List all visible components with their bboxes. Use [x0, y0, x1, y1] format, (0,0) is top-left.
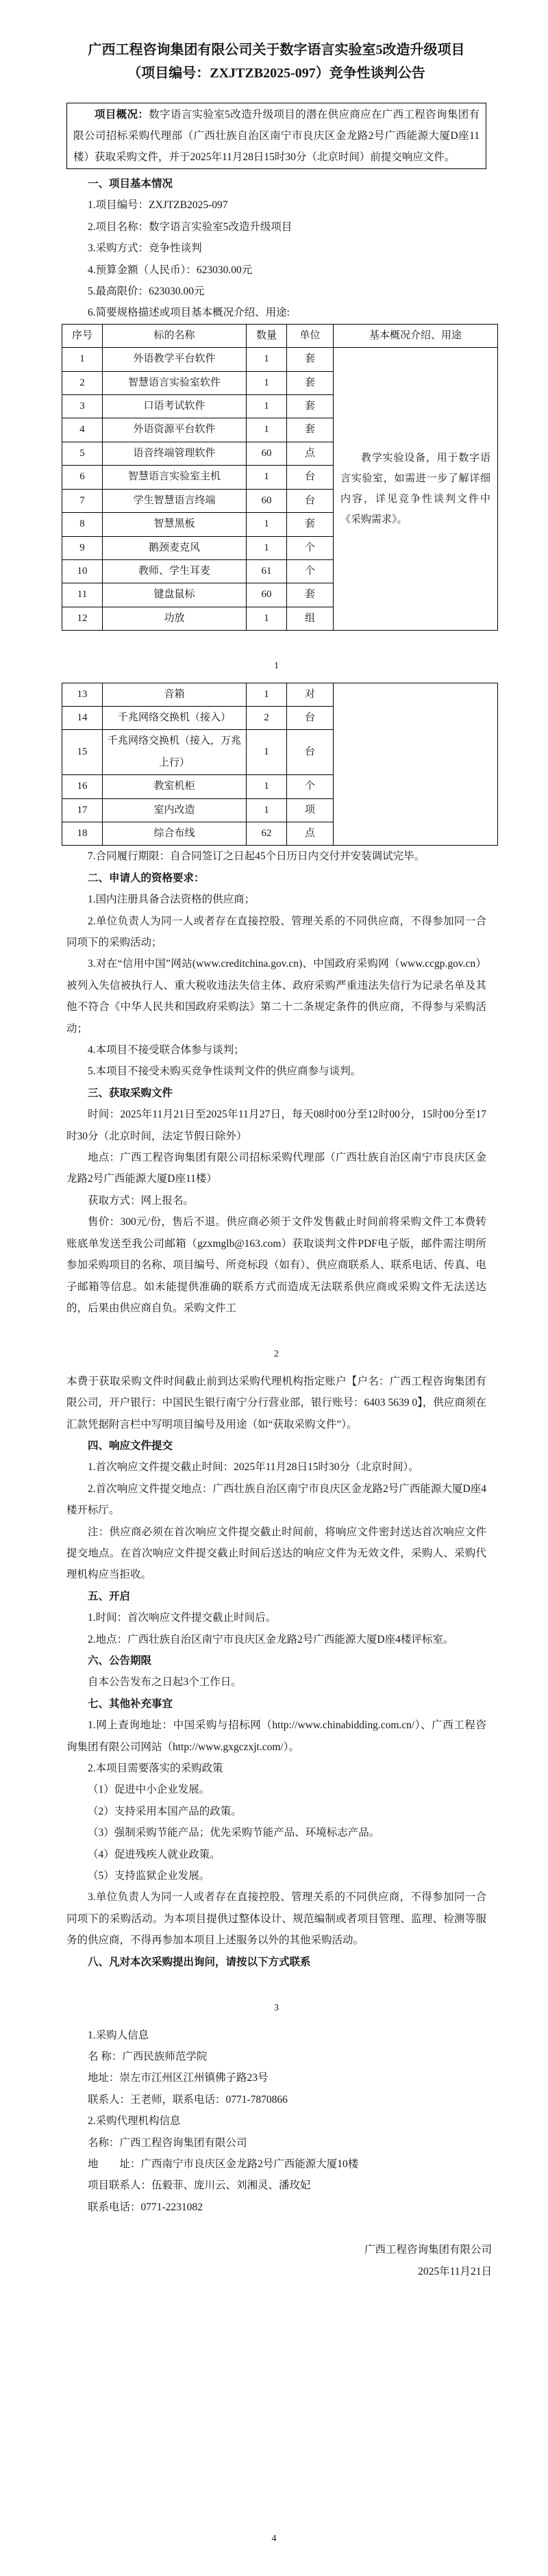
paragraph: 7.合同履行期限：自合同签订之日起45个日历日内交付并安装调试完毕。 — [88, 850, 425, 863]
table-cell: 学生智慧语言终端 — [103, 489, 247, 512]
table-cell: 点 — [287, 442, 334, 465]
table-cell: 项 — [287, 798, 334, 822]
table-cell: 音箱 — [103, 683, 247, 706]
paragraph: 获取方式：网上报名。 — [88, 1194, 195, 1207]
table-cell: 教室机柜 — [103, 775, 247, 798]
paragraph: 4.本项目不接受联合体参与谈判； — [88, 1044, 245, 1057]
paragraph: 1.国内注册具备合法资格的供应商； — [88, 894, 256, 906]
table-cell: 1 — [247, 775, 287, 798]
table-cell: 2 — [62, 371, 103, 394]
paragraph: 1.网上查询地址：中国采购与招标网（http://www.chinabidding.com.cn/）、广西工程咨询集团有限公司网站（http://www.gxgczxjt.com/）。 — [66, 1719, 486, 1753]
paragraph: （1）促进中小企业发展。 — [88, 1784, 210, 1796]
paragraph: 2.项目名称：数字语言实验室5改造升级项目 — [88, 220, 292, 233]
page-number: 3 — [274, 2003, 279, 2014]
paragraph: 2.首次响应文件提交地点：广西壮族自治区南宁市良庆区金龙路2号广西能源大厦D座4楼开标厅。 — [66, 1482, 486, 1517]
table-cell: 1 — [247, 466, 287, 489]
table-cell: 键盘鼠标 — [103, 583, 247, 607]
paragraph: 联系人：王老师，联系电话：0771-7870866 — [88, 2093, 288, 2106]
table-cell: 1 — [247, 395, 287, 418]
document-content — [0, 38, 548, 2282]
table-cell: 1 — [247, 371, 287, 394]
paragraph: （4）促进残疾人就业政策。 — [88, 1848, 221, 1860]
project-overview-label: 项目概况： — [95, 109, 149, 121]
table-cell: 教师、学生耳麦 — [103, 559, 247, 583]
table-cell: 1 — [247, 418, 287, 442]
table-cell: 个 — [287, 559, 334, 583]
paragraph: 注：供应商必须在首次响应文件提交截止时间前，将响应文件密封送达首次响应文件提交地点。在首次响应文件提交截止时间后送达的响应文件为无效文件，采购人、采购代理机构应当拒收。 — [66, 1526, 486, 1581]
paragraph: 1.首次响应文件提交截止时间：2025年11月28日15时30分（北京时间）。 — [88, 1461, 419, 1474]
table-cell: 60 — [247, 489, 287, 512]
signature-line: 2025年11月21日 — [418, 2265, 492, 2277]
table-cell: 台 — [287, 730, 334, 775]
table-cell: 61 — [247, 559, 287, 583]
table-header-row — [62, 324, 498, 347]
table-cell: 12 — [62, 607, 103, 630]
table-cell: 台 — [287, 489, 334, 512]
table-cell: 1 — [247, 513, 287, 536]
table-cell: 17 — [62, 798, 103, 822]
table-cell: 18 — [62, 822, 103, 845]
paragraph: （2）支持采用本国产品的政策。 — [88, 1805, 242, 1817]
paragraph: 3.对在“信用中国”网站(www.creditchina.gov.cn)、中国政府采购网（www.ccgp.gov.cn）被列入失信被执行人、重大税收违法失信主体、政府采购严重违法失信行为记录名单及其他不符合《中华人民共和国政府采购法》第二十二条规定条件的供应商，不得参与采购活动； — [66, 958, 486, 1035]
paragraph: 名 称：广西民族师范学院 — [88, 2050, 208, 2062]
table-cell: 9 — [62, 536, 103, 559]
project-overview-body: 数字语言实验室5改造升级项目的潜在供应商应在广西工程咨询集团有限公司招标采购代理部（广西壮族自治区南宁市良庆区金龙路2号广西能源大厦D座11楼）获取采购文件，并于2025年11月28日15时30分（北京时间）前提交响应文件。 — [73, 109, 480, 163]
section-heading: 四、响应文件提交 — [88, 1439, 173, 1452]
project-overview-box — [66, 103, 486, 169]
page-number: 1 — [274, 661, 279, 672]
page-number: 4 — [271, 2534, 277, 2544]
table-cell: 16 — [62, 775, 103, 798]
paragraph: 2.单位负责人为同一人或者存在直接控股、管理关系的不同供应商，不得参加同一合同项下的采购活动； — [66, 915, 486, 948]
table-cell: 千兆网络交换机（接入，万兆上行） — [103, 730, 247, 775]
paragraph: （5）支持监狱企业发展。 — [88, 1870, 210, 1882]
table-cell: 1 — [247, 730, 287, 775]
table-cell: 1 — [62, 348, 103, 371]
section-heading: 八、凡对本次采购提出询问，请按以下方式联系 — [88, 1956, 311, 1968]
section-heading: 七、其他补充事宜 — [88, 1697, 173, 1710]
paragraph: 3.采购方式：竞争性谈判 — [88, 242, 202, 255]
paragraph: （3）强制采购节能产品；优先采购节能产品、环境标志产品。 — [88, 1827, 380, 1839]
table-cell: 套 — [287, 583, 334, 607]
table-cell: 组 — [287, 607, 334, 630]
table-cell: 15 — [62, 730, 103, 775]
table-cell: 7 — [62, 489, 103, 512]
page-title-line2: （项目编号：ZXJTZB2025-097）竞争性谈判公告 — [127, 66, 425, 81]
table-header-cell: 基本概况介绍、用途 — [334, 324, 498, 347]
table-cell: 外语教学平台软件 — [103, 348, 247, 371]
table-cell: 个 — [287, 536, 334, 559]
table-cell: 综合布线 — [103, 822, 247, 845]
table-cell: 套 — [287, 395, 334, 418]
table-cell: 套 — [287, 348, 334, 371]
paragraph: 本费于获取采购文件时间截止前到达采购代理机构指定账户【户名：广西工程咨询集团有限公司，开户银行：中国民生银行南宁分行营业部，银行账号：6403 5639 0】，供应商须在汇款凭据附言栏中写明项目编号及用途（如“获取采购文件”）。 — [66, 1375, 486, 1430]
table-cell: 1 — [247, 607, 287, 630]
paragraph: 地 址：广西南宁市良庆区金龙路2号广西能源大厦10楼 — [88, 2158, 359, 2170]
table-cell: 14 — [62, 706, 103, 729]
document-body — [66, 173, 492, 2282]
table-cell: 千兆网络交换机（接入） — [103, 706, 247, 729]
table-cell: 1 — [247, 348, 287, 371]
table-cell: 室内改造 — [103, 798, 247, 822]
table-row — [62, 348, 498, 371]
table-cell: 套 — [287, 371, 334, 394]
section-heading: 五、开启 — [88, 1590, 131, 1602]
items-table-part1 — [62, 324, 498, 631]
page-number: 2 — [274, 1349, 279, 1360]
table-cell: 点 — [287, 822, 334, 845]
table-cell: 个 — [287, 775, 334, 798]
table-cell: 智慧语言实验室软件 — [103, 371, 247, 394]
paragraph: 2.本项目需要落实的采购政策 — [88, 1763, 223, 1775]
table-cell: 对 — [287, 683, 334, 706]
table-cell: 10 — [62, 559, 103, 583]
table-cell: 3 — [62, 395, 103, 418]
paragraph: 名称：广西工程咨询集团有限公司 — [88, 2136, 247, 2149]
table-cell: 60 — [247, 442, 287, 465]
paragraph: 6.简要规格描述或项目基本概况介绍、用途: — [88, 307, 290, 319]
paragraph: 5.本项目不接受未购买竞争性谈判文件的供应商参与谈判。 — [88, 1065, 362, 1078]
table-header-cell: 数量 — [247, 324, 287, 347]
paragraph: 1.采购人信息 — [88, 2029, 149, 2041]
table-cell: 1 — [247, 683, 287, 706]
paragraph: 1.项目编号：ZXJTZB2025-097 — [88, 199, 228, 212]
paragraph: 时间：2025年11月21日至2025年11月27日，每天08时00分至12时00分，15时00分至17时30分（北京时间，法定节假日除外） — [66, 1109, 486, 1142]
table-cell: 2 — [247, 706, 287, 729]
table-cell: 功放 — [103, 607, 247, 630]
paragraph: 自本公告发布之日起3个工作日。 — [88, 1676, 242, 1689]
project-overview-text — [73, 104, 480, 168]
table-cell: 台 — [287, 706, 334, 729]
table-cell: 外语资源平台软件 — [103, 418, 247, 442]
table-cell: 智慧语言实验室主机 — [103, 466, 247, 489]
table-header-cell: 单位 — [287, 324, 334, 347]
table-cell: 1 — [247, 798, 287, 822]
paragraph: 项目联系人：伍毅菲、庞川云、刘湘灵、潘玫妃 — [88, 2180, 311, 2192]
items-note: 教学实验设备，用于数字语言实验室，如需进一步了解详细内容，详见竞争性谈判文件中《采购需求》。 — [340, 453, 490, 526]
paragraph: 2.地点：广西壮族自治区南宁市良庆区金龙路2号广西能源大厦D座4楼评标室。 — [88, 1633, 454, 1645]
table-cell: 套 — [287, 513, 334, 536]
section-heading: 一、项目基本情况 — [88, 178, 173, 190]
paragraph: 2.采购代理机构信息 — [88, 2115, 181, 2127]
paragraph: 5.最高限价：623030.00元 — [88, 286, 205, 298]
table-cell: 口语考试软件 — [103, 395, 247, 418]
table-cell: 8 — [62, 513, 103, 536]
paragraph: 1.时间：首次响应文件提交截止时间后。 — [88, 1612, 277, 1624]
page-title — [66, 38, 486, 85]
table-cell: 智慧黑板 — [103, 513, 247, 536]
paragraph: 3.单位负责人为同一人或者存在直接控股、管理关系的不同供应商，不得参加同一合同项下的采购活动。为本项目提供过整体设计、规范编制或者项目管理、监理、检测等服务的供应商，不得再参加本项目上述服务以外的其他采购活动。 — [66, 1891, 486, 1947]
table-cell: 语音终端管理软件 — [103, 442, 247, 465]
table-cell: 11 — [62, 583, 103, 607]
table-cell: 4 — [62, 418, 103, 442]
table-cell: 5 — [62, 442, 103, 465]
section-heading: 三、获取采购文件 — [88, 1087, 173, 1099]
paragraph: 联系电话：0771-2231082 — [88, 2201, 203, 2213]
table-note-cell — [334, 348, 498, 631]
table-header-cell: 序号 — [62, 324, 103, 347]
paragraph: 4.预算金额（人民币）：623030.00元 — [88, 264, 253, 276]
table-cell: 13 — [62, 683, 103, 706]
table-header-cell: 标的名称 — [103, 324, 247, 347]
section-heading: 六、公告期限 — [88, 1655, 152, 1667]
paragraph: 地点：广西工程咨询集团有限公司招标采购代理部（广西壮族自治区南宁市良庆区金龙路2号广西能源大厦D座11楼） — [66, 1152, 486, 1185]
table-cell: 台 — [287, 466, 334, 489]
paragraph: 售价：300元/份，售后不退。供应商必须于文件发售截止时间前将采购文件工本费转账底单发送至我公司邮箱（gzxmglb@163.com）获取谈判文件PDF电子版，邮件需注明所参加采购项目的名称、项目编号、所竞标段（如有）、供应商联系人、联系电话、传真、电子邮箱等信息。如未能提供准确的联系方式而造成无法联系供应商或采购文件无法送达的，后果由供应商自负。采购文件工 — [66, 1216, 486, 1314]
items-table-part2 — [62, 683, 498, 846]
table-cell: 1 — [247, 536, 287, 559]
table-cell: 鹅颈麦克风 — [103, 536, 247, 559]
table-cell: 6 — [62, 466, 103, 489]
table-cell: 62 — [247, 822, 287, 845]
table-cell: 60 — [247, 583, 287, 607]
table-row — [62, 683, 498, 706]
page-title-line1: 广西工程咨询集团有限公司关于数字语言实验室5改造升级项目 — [88, 42, 465, 58]
table-cell: 套 — [287, 418, 334, 442]
signature-line: 广西工程咨询集团有限公司 — [364, 2244, 492, 2256]
table-note-cell-empty — [334, 683, 498, 846]
paragraph: 地址：崇左市江州区江州镇佛子路23号 — [88, 2072, 269, 2084]
section-heading: 二、申请人的资格要求： — [88, 872, 205, 884]
